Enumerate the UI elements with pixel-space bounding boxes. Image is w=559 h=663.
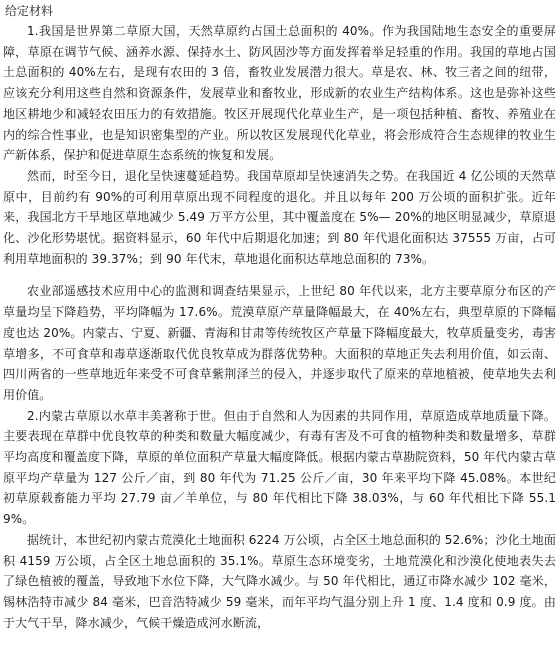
paragraph-3: 农业部遥感技术应用中心的监测和调查结果显示，上世纪 80 年代以来，北方主要草原分布区的产草量均呈下降趋势，平均降幅为 17.6%。荒漠草原产草量降幅最大，在 40%左右，典型草原的下降幅度也达 20%。内蒙古、宁夏、新疆、青海和甘肃等传统牧区产草量下降幅度最大，牧草质量变劣，毒害草增多，不可食草和毒草逐渐取代优良牧草成为群落优势种。大面积的草地正失去利用价值，如云南、四川两省的一些草地近年来受不可食草紫荆泽兰的侵入，并逐步取代了原来的草地植被，使草地失去利用价值。	[3, 284, 556, 402]
paragraph-1: 1.我国是世界第二草原大国，天然草原约占国土总面积的 40%。作为我国陆地生态安全的重要屏障，草原在调节气候、涵养水源、保持水土、防风固沙等方面发挥着举足轻重的作用。我国的草地占国土总面积的 40%左右，是现有农田的 3 倍，畜牧业发展潜力很大。草是农、林、牧三者之间的纽带，应该充分利用这些自然和资源条件，发展草业和畜牧业，形成新的农业生产结构体系。这也是弥补这些地区耕地少和减轻农田压力的有效措施。牧区开展现代化草业生产，是一项包括种植、畜牧、养殖业在内的综合性事业，也是知识密集型的产业。所以牧区发展现代化草业，将会形成符合生态规律的牧业生产新体系，保护和促进草原生态系统的恢复和发展。	[3, 24, 556, 163]
material-heading: 给定材料	[5, 4, 54, 18]
paragraph-5: 据统计，本世纪初内蒙古荒漠化土地面积 6224 万公顷，占全区土地总面积的 52.6%；沙化土地面积 4159 万公顷，占全区土地总面积的 35.1%。草原生态环境变劣，土地荒漠化和沙漠化使地表失去了绿色植被的覆盖，导致地下水位下降，大气降水减少。与 50 年代相比，通辽市降水减少 102 毫米，锡林浩特市减少 84 毫米，巴音浩特减少 59 毫米，而年平均气温分别上升 1 度、1.4 度和 0.9 度。由于大气干旱，降水减少，气候干燥造成河水断流，	[3, 532, 557, 630]
paragraph-2: 然而，时至今日，退化呈快速蔓延趋势。我国草原却呈快速消失之势。在我国近 4 亿公顷的天然草原中，目前约有 90%的可利用草原出现不同程度的退化。并且以每年 200 万公顷的面积扩张。近年来，我国北方干旱地区草地减少 5.49 万平方公里，其中覆盖度在 5%— 20%的地区明显减少，草原退化、沙化形势堪忧。据资料显示，60 年代中后期退化加速；到 80 年代退化面积达 37555 万亩，占可利用草地面积的 39.37%；到 90 年代末，草地退化面积达草地总面积的 73%。	[3, 168, 556, 266]
paragraph-4: 2.内蒙古草原以水草丰美著称于世。但由于自然和人为因素的共同作用，草原造成草地质量下降。主要表现在草群中优良牧草的种类和数量大幅度减少，有毒有害及不可食的植物种类和数量增多，草群平均高度和覆盖度下降，草原的单位面积产草量大幅度降低。根据内蒙古草勘院资料，50 年代内蒙古草原平均产草量为 127 公斤／亩，到 80 年代为 71.25 公斤／亩，30 年来平均下降 45.08%。本世纪初草原载畜能力平均 27.79 亩／羊单位，与 80 年代相比下降 38.03%，与 60 年代相比下降 55.19%。	[3, 408, 556, 527]
